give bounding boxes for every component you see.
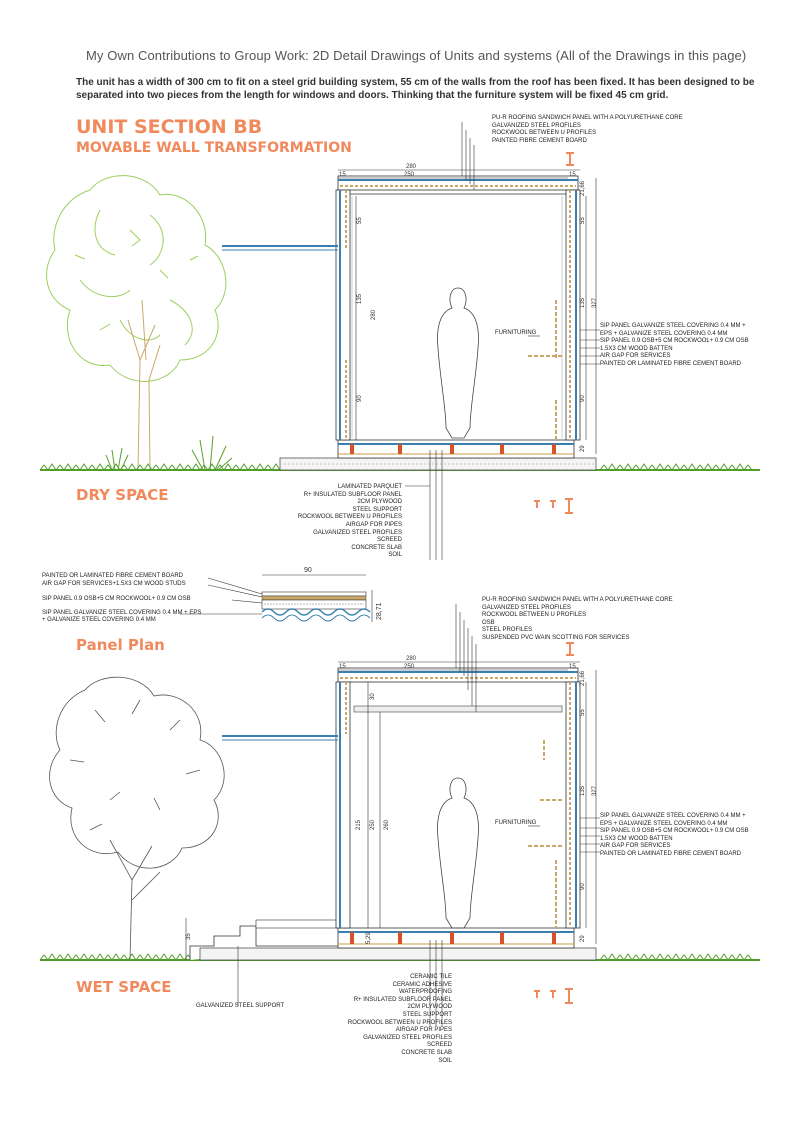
wet-dim-right-6: 29 [580, 935, 586, 942]
intro-paragraph: The unit has a width of 300 cm to fit on a steel grid building system, 55 cm of the walls from the roof has been fixed. It has been designed to be separated into two pieces from the length for windows and doors. Thinking that the furniture system will be fixed 45 cm grid. [76, 77, 755, 101]
wet-dim-top-3: 15 [339, 664, 346, 670]
dim-top-3: 15 [339, 172, 346, 178]
dim-right-5: 90 [580, 395, 586, 402]
panel-width-dim: 90 [304, 567, 312, 574]
wet-dim-top-4: 15 [569, 664, 576, 670]
tag: SIP PANEL 0.9 OSB+5 CM ROCKWOOL+ 0.9 CM OSB [600, 338, 749, 345]
tag: PU-R ROOFING SANDWICH PANEL WITH A POLYURETHANE CORE [482, 597, 673, 603]
tag: R+ INSULATED SUBFLOOR PANEL [353, 996, 452, 1003]
dim-left-4: 280 [371, 309, 377, 320]
panel-plan-caption: Panel Plan [76, 636, 165, 654]
tag: PAINTED FIBRE CEMENT BOARD [492, 137, 587, 144]
tag: PU-R ROOFING SANDWICH PANEL WITH A POLYURETHANE CORE [492, 115, 683, 121]
tag: 2CM PLYWOOD [357, 499, 402, 506]
tag: SIP PANEL GALVANIZE STEEL COVERING 0.4 MM + [600, 813, 746, 819]
section-heading: UNIT SECTION BB [76, 116, 263, 138]
dim-right-3: 135 [580, 297, 586, 308]
dim-top-4: 15 [569, 172, 576, 178]
tag: WATERPROOFING [399, 989, 452, 996]
tag: ROCKWOOL BETWEEN U PROFILES [297, 514, 402, 521]
wet-dim-left-6: 5,29 [366, 932, 372, 944]
tag: GALVANIZED STEEL PROFILES [313, 529, 402, 536]
dry-wall-tags [600, 323, 749, 369]
wet-dim-right-1: 21,66 [580, 670, 586, 686]
tag: 1.5X3 CM WOOD BATTEN [600, 345, 673, 352]
dim-left-2: 135 [357, 293, 363, 304]
tag: SOIL [388, 552, 402, 559]
tag: SCREED [426, 1042, 452, 1049]
dim-left-3: 90 [357, 395, 363, 402]
tree-illustration-wet [50, 677, 225, 960]
dim-right-6: 29 [580, 445, 586, 452]
tag: GALVANIZED STEEL PROFILES [482, 604, 571, 611]
tag: CERAMIC TILE [410, 974, 452, 980]
wet-dim-left-5: 35 [186, 933, 192, 940]
wet-furniture-label: FURNITURING [495, 820, 537, 826]
section-subheading: MOVABLE WALL TRANSFORMATION [76, 140, 352, 156]
tag: ROCKWOOL BETWEEN U PROFILES [482, 612, 587, 619]
tag: LAMINATED PARQUET [337, 484, 402, 490]
tag: SIP PANEL GALVANIZE STEEL COVERING 0.4 MM + [600, 323, 746, 329]
tag: GALVANIZED STEEL PROFILES [363, 1034, 452, 1041]
tag: 2CM PLYWOOD [407, 1004, 452, 1011]
dry-space-caption: DRY SPACE [76, 486, 169, 504]
dry-floor-tags [270, 484, 402, 560]
tag: STEEL SUPPORT [352, 506, 402, 513]
wet-floor-tags [290, 974, 452, 1065]
dim-right-1: 21,66 [580, 180, 586, 196]
human-figure [438, 288, 479, 438]
tag: EPS + GALVANIZE STEEL COVERING 0.4 MM [600, 820, 728, 827]
dry-roof-tags [492, 115, 683, 145]
tag: SIP PANEL 0.9 OSB+5 CM ROCKWOOL+ 0.9 CM OSB [600, 828, 749, 835]
wet-space-caption: WET SPACE [76, 978, 172, 996]
tag: AIRGAP FOR PIPES [395, 1027, 452, 1034]
tag: SOIL [438, 1057, 452, 1064]
tag: AIR GAP FOR SERVICES [600, 353, 671, 360]
tag: SIP PANEL GALVANIZE STEEL COVERING 0.4 MM + EPS [42, 609, 202, 616]
tag: GALVANIZED STEEL PROFILES [492, 122, 581, 129]
tag: + GALVANIZE STEEL COVERING 0.4 MM [42, 617, 156, 624]
tag: ROCKWOOL BETWEEN U PROFILES [492, 130, 597, 137]
wet-dim-right-3: 135 [580, 785, 586, 796]
wet-dim-right-2: 55 [580, 709, 586, 716]
tag: STEEL SUPPORT [402, 1011, 452, 1018]
dim-left-1: 55 [357, 217, 363, 224]
tag: AIRGAP FOR PIPES [345, 521, 402, 528]
tag: 1.5X3 CM WOOD BATTEN [600, 835, 673, 842]
wet-dim-left-1: 30 [370, 693, 376, 700]
dim-top-2: 250 [404, 172, 415, 178]
wet-dim-right-4: 327 [592, 785, 598, 796]
tag: AIR GAP FOR SERVICES+1.5X3 CM WOOD STUDS [42, 580, 186, 587]
tag: PAINTED OR LAMINATED FIBRE CEMENT BOARD [600, 850, 742, 857]
dim-top-1: 280 [406, 164, 417, 170]
tag: SIP PANEL 0.9 OSB+5 CM ROCKWOOL+ 0.9 CM OSB [42, 596, 191, 603]
wet-dim-top-2: 250 [404, 664, 415, 670]
wet-wall-tags [600, 813, 749, 859]
tag: CONCRETE SLAB [401, 1049, 452, 1056]
wet-roof-tags [482, 597, 673, 643]
tag: CONCRETE SLAB [351, 544, 402, 551]
tag: SCREED [376, 537, 402, 544]
page-title: My Own Contributions to Group Work: 2D Detail Drawings of Units and systems (All of the Drawings in this page) [86, 48, 747, 63]
dim-right-4: 327 [592, 297, 598, 308]
tag: OSB [482, 619, 495, 626]
wet-dim-right-5: 90 [580, 883, 586, 890]
tag: CERAMIC ADHESIVE [392, 981, 452, 988]
tag: R+ INSULATED SUBFLOOR PANEL [303, 491, 402, 498]
tag: STEEL PROFILES [482, 627, 533, 634]
dim-right-2: 55 [580, 217, 586, 224]
tag: AIR GAP FOR SERVICES [600, 843, 671, 850]
tag: PAINTED OR LAMINATED FIBRE CEMENT BOARD [600, 360, 742, 367]
dry-furniture-label: FURNITURING [495, 330, 537, 336]
wet-dim-left-4: 260 [384, 819, 390, 830]
wet-section-drawing [0, 596, 795, 1026]
wet-dim-top-1: 280 [406, 656, 417, 662]
tag: ROCKWOOL BETWEEN U PROFILES [347, 1019, 452, 1026]
wet-support-label: GALVANIZED STEEL SUPPORT [196, 1003, 285, 1009]
wet-dim-left-3: 250 [370, 819, 376, 830]
wet-dim-left-2: 215 [356, 819, 362, 830]
tag: SUSPENDED PVC WAIN SCOTTING FOR SERVICES [482, 634, 630, 641]
tag: EPS + GALVANIZE STEEL COVERING 0.4 MM [600, 330, 728, 337]
tag: PAINTED OR LAMINATED FIBRE CEMENT BOARD [42, 573, 184, 579]
tree-illustration-dry [47, 176, 226, 382]
panel-depth-dim: 28,71 [376, 602, 383, 620]
